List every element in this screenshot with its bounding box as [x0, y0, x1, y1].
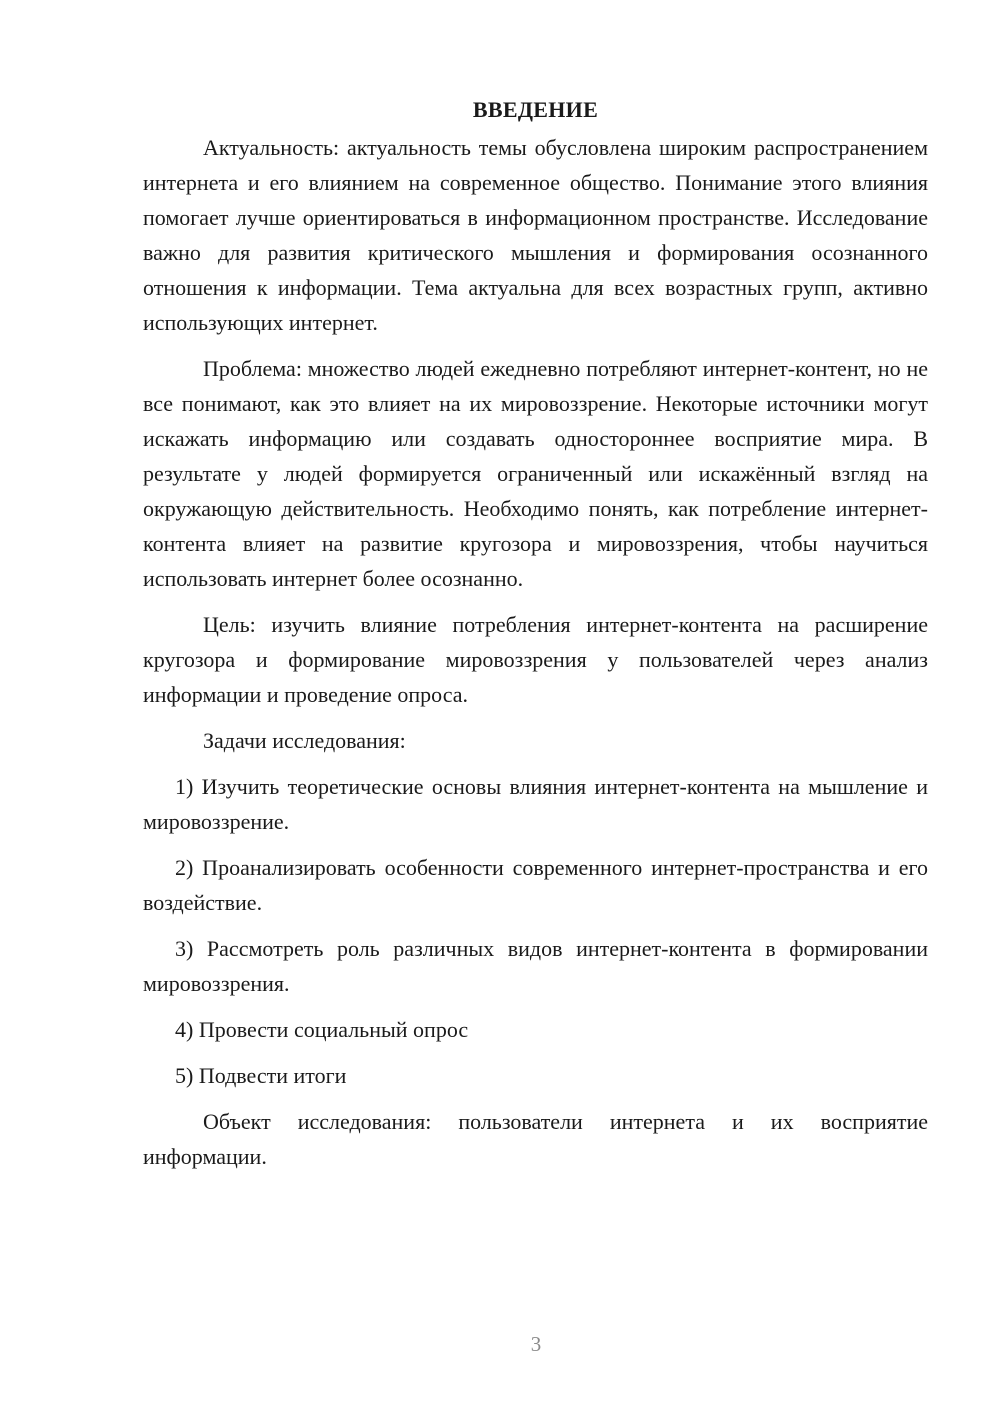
task-item-4: 4) Провести социальный опрос [175, 1017, 469, 1042]
task-item-3: 3) Рассмотреть роль различных видов интернет-контента в формировании мировоззрения. [143, 936, 928, 996]
tasks-heading: Задачи исследования: [203, 728, 406, 753]
page-number: 3 [530, 1332, 542, 1356]
task-item-2: 2) Проанализировать особенности современного интернет-пространства и его воздействие. [143, 855, 928, 915]
paragraph-goal: Цель: изучить влияние потребления интернет-контента на расширение кругозора и формирование мировоззрения у пользователей через анализ информации и проведение опроса. [143, 612, 928, 707]
paragraph-object: Объект исследования: пользователи интернета и их восприятие информации. [143, 1109, 928, 1169]
paragraph-problem: Проблема: множество людей ежедневно потребляют интернет-контент, но не все понимают, как это влияет на их мировоззрение. Некоторые источники могут искажать информацию или создавать одностороннее восприятие мира. В результате у людей формируется ограниченный или искажённый взгляд на окружающую действительность. Необходимо понять, как потребление интернет-контента влияет на развитие кругозора и мировоззрения, чтобы научиться использовать интернет более осознанно. [143, 356, 928, 591]
task-item-1: 1) Изучить теоретические основы влияния интернет-контента на мышление и мировоззрение. [143, 774, 928, 834]
section-heading: ВВЕДЕНИЕ [472, 97, 599, 122]
paragraph-relevance: Актуальность: актуальность темы обусловлена широким распространением интернета и его влиянием на современное общество. Понимание этого влияния помогает лучше ориентироваться в информационном пространстве. Исследование важно для развития критического мышления и формирования осознанного отношения к информации. Тема актуальна для всех возрастных групп, активно использующих интернет. [143, 135, 928, 335]
document-page [143, 90, 928, 1185]
task-item-5: 5) Подвести итоги [175, 1063, 347, 1088]
